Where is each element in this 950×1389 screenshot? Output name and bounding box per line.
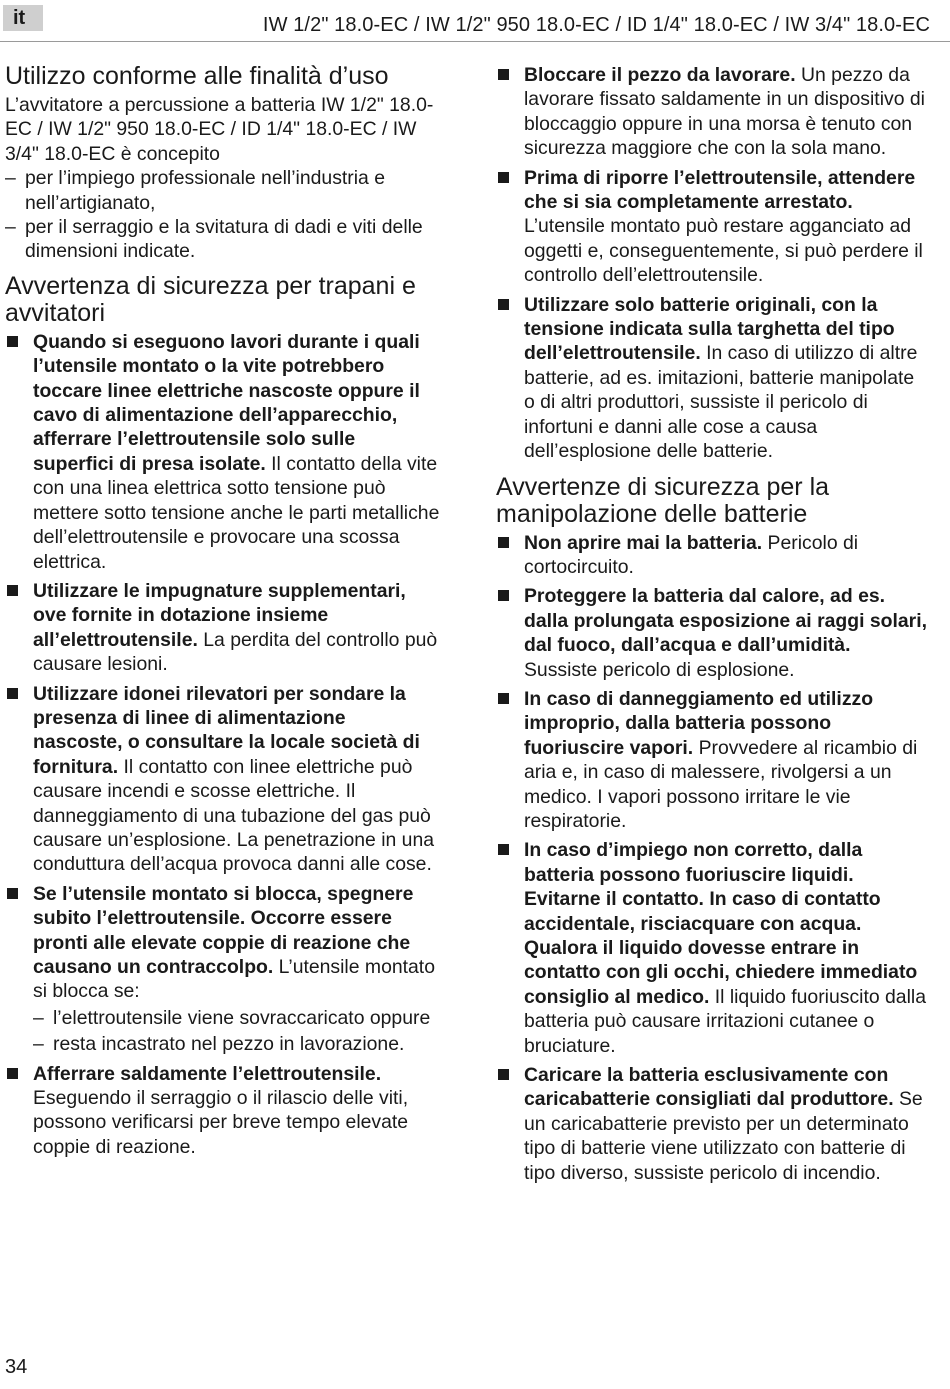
- square-bullet-icon: [7, 888, 18, 899]
- safety-item-bold: Prima di riporre l’elettroutensile, attendere che si sia completamente arrestato.: [524, 166, 916, 214]
- square-bullet-icon: [7, 688, 18, 699]
- safety-item-bold: Utilizzare solo batterie originali, con la tensione indicata sulla targhetta del tipo dell’elettroutensile.: [524, 293, 895, 365]
- safety-item-text: Il contatto con linee elettriche può causare incendi e scosse elettriche. Il danneggiamento di una tubazione del gas può causare un’esplosione. La penetrazione in una conduttura dell’acqua provoca danni alle cose.: [33, 755, 435, 876]
- square-bullet-icon: [498, 693, 509, 704]
- safety-item-text: In caso di utilizzo di altre batterie, ad es. imitazioni, batterie manipolate o di altri produttori, sussiste il pericolo di infortuni e danni alle cose a causa dell’esplosione delle batterie.: [524, 342, 918, 463]
- battery-item-bold: In caso d’impiego non corretto, dalla batteria possono fuoriuscire liquidi. Evitarne il contatto. In caso di contatto accidentale, risciacquare con acqua. Qualora il liquido dovesse entrare in contatto con gli occhi, chiedere immediato consiglio al medico.: [524, 839, 918, 1008]
- safety-item-bold: Afferrare saldamente l’elettroutensile.: [33, 1062, 382, 1085]
- safety-item-tool-jam: [5, 882, 440, 1057]
- use-item-1: – per l’impiego professionale nell’industria e nell’artigianato,: [5, 166, 440, 215]
- safety-item-text: Un pezzo da lavorare fissato saldamente in un dispositivo di bloccaggio oppure in una morsa è tenuto con sicurezza maggiore che con la sola mano.: [524, 64, 925, 160]
- intro-paragraph: L’avvitatore a percussione a batteria IW 1/2" 18.0-EC / IW 1/2" 950 18.0-EC / ID 1/4" 18.0-EC / IW 3/4" 18.0-EC è concepito: [5, 94, 434, 165]
- battery-item-bold: Non aprire mai la batteria.: [524, 531, 763, 554]
- battery-item-charging: [496, 1063, 928, 1185]
- use-item-2: – per il serraggio e la svitatura di dadi e viti delle dimensioni indicate.: [5, 215, 440, 264]
- safety-item-bold: Utilizzare le impugnature supplementari, ove fornite in dotazione insieme all’elettroutensile.: [33, 579, 406, 651]
- safety-item-text: L’utensile montato si blocca se:: [33, 956, 435, 1003]
- safety-item-bold: Se l’utensile montato si blocca, spegnere subito l’elettroutensile. Occorre essere pronti alle elevate coppie di reazione che causano un contraccolpo.: [33, 882, 414, 978]
- battery-item-text: Il liquido fuoriuscito dalla batteria può causare irritazioni cutanee o bruciature.: [524, 985, 926, 1057]
- right-column: [496, 63, 928, 1185]
- battery-item-protect-heat: [496, 584, 928, 682]
- battery-item-text: Pericolo di cortocircuito.: [524, 531, 859, 578]
- safety-item-bold: Bloccare il pezzo da lavorare.: [524, 64, 796, 86]
- battery-item-bold: Caricare la batteria esclusivamente con caricabatterie consigliati dal produttore.: [524, 1064, 894, 1111]
- safety-item-bold: Utilizzare idonei rilevatori per sondare la presenza di linee di alimentazione nascoste, o consultare la locale società di fornitura.: [33, 682, 420, 778]
- safety-item-text: L’utensile montato può restare agganciato ad oggetti e, conseguentemente, si può perdere il controllo dell’elettroutensile.: [524, 215, 923, 287]
- square-bullet-icon: [7, 585, 18, 596]
- safety-item-text: La perdita del controllo può causare lesioni.: [33, 628, 438, 676]
- safety-item-text: Eseguendo il serraggio o il rilascio delle viti, possono verificarsi per breve tempo elevate coppie di reazione.: [33, 1087, 409, 1158]
- battery-item-text: Se un caricabatterie previsto per un determinato tipo di batterie viene utilizzato con batterie di tipo diverso, sussiste pericolo di incendio.: [524, 1088, 923, 1184]
- square-bullet-icon: [7, 336, 18, 347]
- square-bullet-icon: [498, 590, 509, 601]
- battery-item-bold: In caso di danneggiamento ed utilizzo improprio, dalla batteria possono fuoriuscire vapori.: [524, 687, 874, 759]
- language-tab: it: [3, 5, 43, 31]
- square-bullet-icon: [498, 1069, 509, 1080]
- left-column: [5, 63, 440, 1159]
- battery-item-text: Sussiste pericolo di esplosione.: [524, 658, 795, 681]
- safety-item-detectors: [5, 682, 440, 877]
- square-bullet-icon: [498, 844, 509, 855]
- square-bullet-icon: [498, 299, 509, 310]
- square-bullet-icon: [7, 1068, 18, 1079]
- safety-item-text: Il contatto della vite con una linea elettrica sotto tensione può mettere sotto tensione anche le parti metalliche dell’elettroutensile e provocare una scossa elettrica.: [33, 452, 440, 573]
- jam-condition-1: – l’elettroutensile viene sovraccaricato oppure: [33, 1006, 440, 1030]
- battery-item-bold: Proteggere la batteria dal calore, ad es. dalla prolungata esposizione ai raggi solari, dal fuoco, dall’acqua e dall’umidità.: [524, 585, 927, 657]
- battery-item-vapors: [496, 687, 928, 833]
- safety-item-aux-handles: [5, 579, 440, 677]
- safety-item-grip: [5, 1062, 440, 1160]
- section-heading-intended-use: Utilizzo conforme alle finalità d’uso: [5, 62, 389, 90]
- battery-item-text: Provvedere al ricambio di aria e, in caso di malessere, rivolgersi a un medico. I vapori possono irritare le vie respiratorie.: [524, 736, 918, 832]
- page-number: 34: [5, 1356, 28, 1378]
- section-heading-drill-safety: Avvertenza di sicurezza per trapani e avvitatori: [5, 271, 416, 327]
- header-divider: [0, 41, 950, 42]
- safety-item-workpiece: [496, 63, 928, 161]
- safety-item-hidden-lines: [5, 330, 440, 574]
- safety-item-stop-before-storing: [496, 166, 928, 288]
- section-heading-battery-safety: Avvertenze di sicurezza per la manipolazione delle batterie: [496, 472, 830, 528]
- document-header-title: IW 1/2" 18.0-EC / IW 1/2" 950 18.0-EC / ID 1/4" 18.0-EC / IW 3/4" 18.0-EC: [262, 14, 930, 36]
- battery-item-liquids: [496, 838, 928, 1058]
- square-bullet-icon: [498, 172, 509, 183]
- jam-condition-2: – resta incastrato nel pezzo in lavorazione.: [33, 1032, 440, 1056]
- battery-item-do-not-open: [496, 531, 928, 580]
- square-bullet-icon: [498, 69, 509, 80]
- square-bullet-icon: [498, 537, 509, 548]
- safety-item-bold: Quando si eseguono lavori durante i quali l’utensile montato o la vite potrebbero toccare linee elettriche nascoste oppure il cavo di alimentazione dell’apparecchio, afferrare l’elettroutensile solo sulle superfici di presa isolate.: [33, 330, 420, 475]
- safety-item-original-batteries: [496, 293, 928, 464]
